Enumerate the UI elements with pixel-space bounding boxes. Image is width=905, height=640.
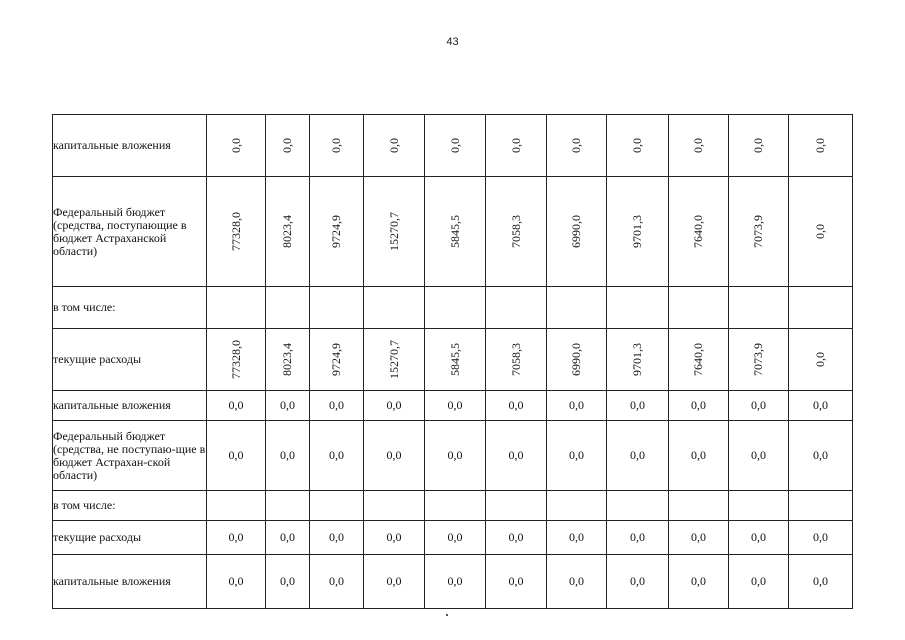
cell-value: 7640,0 (691, 215, 705, 248)
cell-value: 0,0 (813, 574, 828, 588)
cell-value: 0,0 (447, 574, 463, 588)
row-label: в том числе: (53, 491, 207, 521)
budget-table (52, 114, 853, 609)
table-cell (607, 115, 669, 177)
table-cell (486, 421, 547, 491)
table-cell (310, 491, 364, 521)
cell-value: 0,0 (569, 398, 584, 412)
table-cell (364, 491, 425, 521)
table-cell (207, 491, 266, 521)
cell-value: 0,0 (329, 574, 344, 588)
table-cell (789, 177, 853, 287)
table-cell (729, 115, 789, 177)
cell-value: 0,0 (386, 448, 402, 462)
cell-value: 0,0 (569, 530, 584, 544)
table-cell (486, 115, 547, 177)
cell-value: 9724,9 (329, 215, 343, 248)
cell-value: 77328,0 (228, 212, 243, 251)
table-cell (364, 521, 425, 555)
table-cell (607, 421, 669, 491)
table-cell (547, 115, 607, 177)
cell-value: 0,0 (691, 138, 705, 153)
table-cell (266, 391, 310, 421)
table-cell (789, 421, 853, 491)
cell-value: 0,0 (630, 138, 644, 153)
table-cell (207, 391, 266, 421)
table-cell (310, 421, 364, 491)
table-cell (310, 391, 364, 421)
cell-value: 9724,9 (329, 343, 343, 376)
table-cell (669, 555, 729, 609)
table-cell (729, 421, 789, 491)
table-cell (669, 329, 729, 391)
cell-value: 7058,3 (508, 215, 523, 248)
table-cell (207, 115, 266, 177)
cell-value: 0,0 (228, 448, 244, 462)
table-cell (207, 421, 266, 491)
cell-value: 0,0 (813, 224, 827, 239)
table-cell (266, 491, 310, 521)
cell-value: 0,0 (813, 530, 828, 544)
table-cell (607, 287, 669, 329)
table-cell (364, 287, 425, 329)
table-cell (266, 329, 310, 391)
table-cell (207, 177, 266, 287)
table-cell (207, 287, 266, 329)
cell-value: 7640,0 (691, 343, 705, 376)
table-cell (425, 555, 486, 609)
row-label: капитальные вложения (53, 391, 207, 421)
table-cell (547, 329, 607, 391)
table-cell (789, 521, 853, 555)
cell-value: 0,0 (691, 574, 706, 588)
cell-value: 0,0 (630, 574, 645, 588)
cell-value: 0,0 (228, 574, 244, 588)
table-row (53, 329, 853, 391)
cell-value: 0,0 (508, 530, 524, 544)
cell-value: 9701,3 (630, 215, 644, 248)
row-label: в том числе: (53, 287, 207, 329)
row-label: текущие расходы (53, 521, 207, 555)
cell-value: 0,0 (386, 530, 402, 544)
cell-value: 0,0 (508, 398, 524, 412)
cell-value: 0,0 (447, 398, 463, 412)
cell-value: 0,0 (447, 448, 463, 462)
cell-value: 0,0 (630, 448, 645, 462)
cell-value: 15270,7 (386, 212, 401, 251)
cell-value: 0,0 (386, 398, 402, 412)
table-cell (547, 491, 607, 521)
table-cell (486, 555, 547, 609)
table-cell (364, 391, 425, 421)
table-cell (729, 555, 789, 609)
table-cell (425, 521, 486, 555)
table-cell (364, 115, 425, 177)
table-cell (425, 177, 486, 287)
table-cell (607, 177, 669, 287)
table-cell (669, 177, 729, 287)
cell-value: 0,0 (329, 448, 344, 462)
page-mark (446, 614, 448, 616)
cell-value: 0,0 (228, 530, 244, 544)
table-cell (669, 287, 729, 329)
cell-value: 5845,5 (447, 215, 462, 248)
table-row (53, 555, 853, 609)
table-row (53, 491, 853, 521)
cell-value: 0,0 (691, 398, 706, 412)
table-cell (425, 287, 486, 329)
cell-value: 0,0 (813, 138, 827, 153)
cell-value: 5845,5 (447, 343, 462, 376)
table-cell (607, 329, 669, 391)
cell-value: 0,0 (280, 138, 294, 153)
table-cell (425, 491, 486, 521)
table-cell (266, 287, 310, 329)
table-cell (425, 329, 486, 391)
table-cell (266, 521, 310, 555)
cell-value: 0,0 (751, 138, 765, 153)
cell-value: 0,0 (569, 448, 584, 462)
table-cell (207, 555, 266, 609)
page-number: 43 (446, 36, 459, 48)
table-cell (486, 329, 547, 391)
cell-value: 77328,0 (228, 340, 243, 379)
table-cell (310, 177, 364, 287)
table-cell (486, 177, 547, 287)
cell-value: 0,0 (447, 530, 463, 544)
table-cell (425, 391, 486, 421)
cell-value: 0,0 (386, 138, 401, 153)
table-cell (607, 555, 669, 609)
cell-value: 0,0 (569, 574, 584, 588)
row-label: капитальные вложения (53, 555, 207, 609)
cell-value: 0,0 (508, 574, 524, 588)
table-cell (207, 521, 266, 555)
table-cell (789, 115, 853, 177)
cell-value: 9701,3 (630, 343, 644, 376)
table-cell (547, 421, 607, 491)
cell-value: 8023,4 (280, 215, 294, 248)
table-cell (310, 521, 364, 555)
table-cell (425, 421, 486, 491)
cell-value: 0,0 (386, 574, 402, 588)
table-cell (425, 115, 486, 177)
table-cell (789, 287, 853, 329)
cell-value: 0,0 (751, 530, 766, 544)
cell-value: 6990,0 (569, 215, 583, 248)
cell-value: 8023,4 (280, 343, 294, 376)
table-cell (729, 177, 789, 287)
row-label: текущие расходы (53, 329, 207, 391)
table-cell (729, 287, 789, 329)
table-cell (547, 391, 607, 421)
cell-value: 7073,9 (751, 343, 765, 376)
cell-value: 0,0 (280, 398, 295, 412)
cell-value: 6990,0 (569, 343, 583, 376)
table-cell (547, 555, 607, 609)
table-cell (729, 491, 789, 521)
table-cell (789, 329, 853, 391)
table-row (53, 115, 853, 177)
cell-value: 15270,7 (386, 340, 401, 379)
cell-value: 0,0 (329, 530, 344, 544)
cell-value: 0,0 (751, 398, 766, 412)
table-cell (364, 555, 425, 609)
cell-value: 0,0 (630, 530, 645, 544)
table-row (53, 421, 853, 491)
table-cell (789, 555, 853, 609)
table-cell (207, 329, 266, 391)
cell-value: 7058,3 (508, 343, 523, 376)
table-cell (607, 491, 669, 521)
table-cell (547, 287, 607, 329)
row-label: капитальные вложения (53, 115, 207, 177)
table-cell (364, 421, 425, 491)
table-cell (669, 521, 729, 555)
cell-value: 0,0 (280, 530, 295, 544)
table-row (53, 287, 853, 329)
cell-value: 0,0 (508, 448, 524, 462)
table-cell (266, 421, 310, 491)
table-cell (364, 177, 425, 287)
row-label: Федеральный бюджет (средства, не поступаю-щие в бюджет Астрахан-ской области) (53, 421, 207, 491)
table-cell (547, 177, 607, 287)
table-cell (310, 555, 364, 609)
cell-value: 0,0 (280, 574, 295, 588)
table-cell (607, 391, 669, 421)
table-cell (789, 491, 853, 521)
table-cell (729, 391, 789, 421)
table-row (53, 521, 853, 555)
table-cell (310, 287, 364, 329)
table-cell (607, 521, 669, 555)
table-row (53, 177, 853, 287)
cell-value: 0,0 (508, 138, 523, 153)
table-cell (729, 329, 789, 391)
table-cell (486, 391, 547, 421)
cell-value: 0,0 (751, 574, 766, 588)
table-cell (789, 391, 853, 421)
table-cell (669, 115, 729, 177)
table-cell (266, 115, 310, 177)
cell-value: 0,0 (691, 530, 706, 544)
cell-value: 0,0 (630, 398, 645, 412)
cell-value: 0,0 (813, 448, 828, 462)
table-cell (266, 555, 310, 609)
table-cell (547, 521, 607, 555)
table-cell (486, 287, 547, 329)
cell-value: 0,0 (329, 398, 344, 412)
table-cell (486, 521, 547, 555)
cell-value: 0,0 (751, 448, 766, 462)
table-cell (266, 177, 310, 287)
cell-value: 0,0 (228, 138, 243, 153)
table-cell (310, 329, 364, 391)
cell-value: 0,0 (813, 398, 828, 412)
cell-value: 0,0 (280, 448, 295, 462)
cell-value: 7073,9 (751, 215, 765, 248)
table-cell (669, 491, 729, 521)
cell-value: 0,0 (447, 138, 462, 153)
table-cell (729, 521, 789, 555)
table-cell (669, 421, 729, 491)
cell-value: 0,0 (813, 352, 827, 367)
table-row (53, 391, 853, 421)
table-cell (310, 115, 364, 177)
cell-value: 0,0 (329, 138, 343, 153)
table-cell (669, 391, 729, 421)
table-cell (486, 491, 547, 521)
table-cell (364, 329, 425, 391)
cell-value: 0,0 (228, 398, 244, 412)
cell-value: 0,0 (691, 448, 706, 462)
row-label: Федеральный бюджет (средства, поступающие в бюджет Астраханской области) (53, 177, 207, 287)
cell-value: 0,0 (569, 138, 583, 153)
